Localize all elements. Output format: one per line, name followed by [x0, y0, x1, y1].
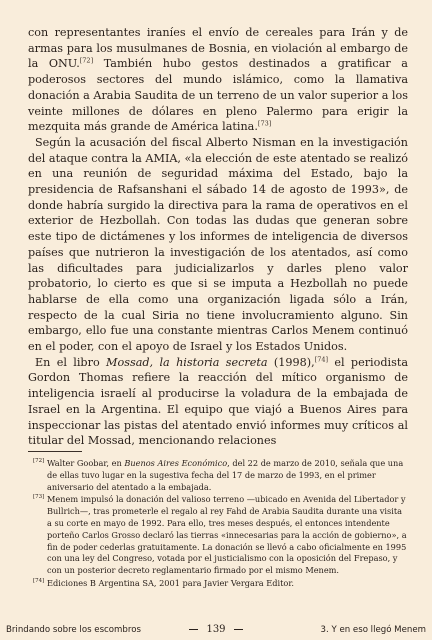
footnote-text-rest: , del 22 de marzo de 2010, señala que una de ellas tuvo lugar en la sugestiva fecha del 17 de marzo de 1993, en el primer aniversario del atentado a la embajada.: [47, 458, 404, 492]
footnote-number: [72]: [33, 458, 45, 464]
paragraph-2-text: Según la acusación del fiscal Alberto Nisman en la investigación del ataque contra la AMIA, «la elección de este atentado se realizó en una reunión de seguridad máxima del Estado, bajo la presidencia de Rafsanshani el sábado 14 de agosto de 1993», de donde habría surgido la directiva para la rama de operativos en el exterior de Hezbollah. Con todas las dudas que generan sobre este tipo de dictámenes y los informes de inteligencia de diversos países que nutrieron la investigación de los atentados, así como las dificultades para judicializarlos y darles pleno valor probatorio, lo cierto es que si se imputa a Hezbollah no puede hablarse de ella como una organización ligada sólo a Irán, respecto de la cual Siria no tiene involucramiento alguno. Sin embargo, ello fue una constante mientras Carlos Menem continuó en el poder, con el apoyo de Israel y los Estados Unidos.: [28, 135, 408, 354]
paragraph-3-text-a: En el libro: [35, 355, 107, 369]
main-text: [28, 25, 408, 449]
paragraph-1-text-a: con representantes iraníes el envío de cereales para Irán y de armas para los musulmanes de Bosnia, en violación al embargo de la ONU.: [28, 26, 408, 71]
footnote-text: Walter Goobar, en: [47, 458, 125, 468]
footnote-72: [28, 458, 408, 493]
footnote-number: [74]: [33, 577, 45, 584]
book-title-footer: Brindando sobre los escombros: [6, 625, 141, 635]
page-footer: [0, 623, 432, 639]
footnote-ref-73[interactable]: [73]: [257, 119, 272, 128]
paragraph-3-text-b: (1998),: [267, 355, 315, 369]
footnotes: [28, 458, 408, 591]
footnote-divider: [28, 451, 82, 452]
footnote-73: [28, 494, 408, 577]
footnote-ref-74[interactable]: [74]: [314, 355, 329, 364]
footnote-74: [28, 578, 408, 590]
footnote-number: [73]: [33, 494, 45, 501]
page-number: 139: [206, 624, 226, 635]
footnote-ref-72[interactable]: [72]: [79, 56, 94, 65]
footnote-text: Menem impulsó la donación del valioso terreno —ubicado en Avenida del Libertador y Bullrich—, tras prometerle el regalo al rey Fahd de Arabia Saudita durante una visita a su corte en mayo de 1992. Para ello, tres meses después, el entonces intendente porteño Carlos Grosso declaró las tierras «innecesarias para la acción de gobierno», a fin de poder cederlas gratuitamente. La donación se llevó a cabo oficialmente en 1995 con una ley del Congreso, votada por el justicialismo con la oposición del Frepaso, y con un posterior decreto reglamentario firmado por el mismo Menem.: [47, 494, 407, 576]
paragraph-3: [28, 355, 408, 449]
chapter-title-footer: 3. Y en eso llegó Menem: [320, 625, 426, 635]
footnote-text: Ediciones B Argentina SA, 2001 para Javier Vergara Editor.: [47, 577, 294, 588]
dash-right: [234, 629, 243, 630]
paragraph-1: [28, 25, 408, 135]
footnote-italic-text: Buenos Aires Económico: [124, 458, 228, 468]
paragraph-2: [28, 135, 408, 355]
book-title: Mossad, la historia secreta: [106, 355, 268, 369]
paragraph-3-text-c: el periodista Gordon Thomas refiere la reacción del mítico organismo de inteligencia israelí al producirse la voladura de la embajada de Israel en la Argentina. El equipo que viajó a Buenos Aires para inspeccionar las pistas del atentado envió informes muy críticos al titular del Mossad, mencionando relaciones: [28, 355, 409, 448]
dash-left: [189, 629, 198, 630]
paragraph-1-text-b: También hubo gestos destinados a gratificar a poderosos sectores del mundo islámico, como la llamativa donación a Arabia Saudita de un terreno de un valor superior a los veinte millones de dólares en pleno Palermo para erigir la mezquita más grande de América latina.: [28, 57, 408, 134]
